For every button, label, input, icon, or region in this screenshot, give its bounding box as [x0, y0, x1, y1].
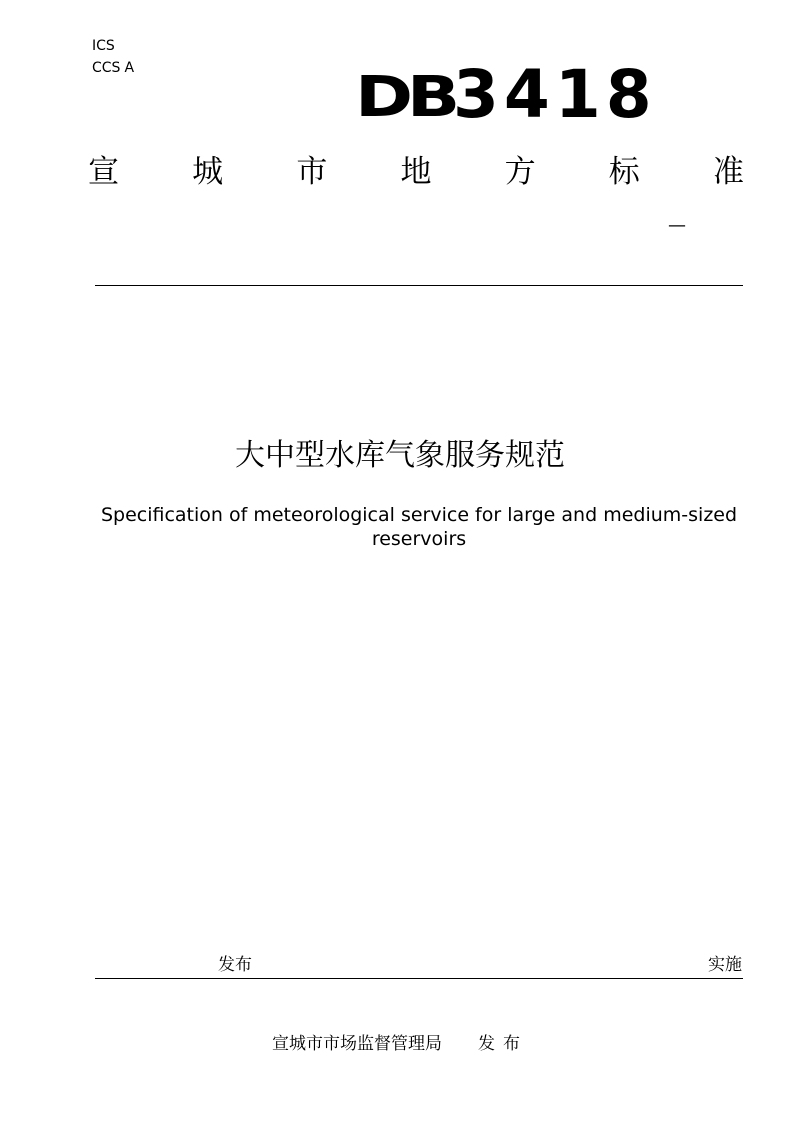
- document-title-en-line: reservoirs: [371, 528, 467, 550]
- standard-number-dash: —: [668, 215, 686, 236]
- standard-type-title: [88, 152, 744, 192]
- document-title-en-line: Specification of meteorological service for large and medium-sized: [100, 504, 738, 526]
- db-number: 3418: [453, 56, 657, 133]
- standard-type-char: 宣: [88, 154, 119, 190]
- standard-type-char: 准: [712, 154, 744, 190]
- ccs-label: CCS: [92, 60, 121, 76]
- standard-code: [355, 56, 657, 133]
- ics-label: ICS: [92, 38, 115, 54]
- document-title-cn: 大中型水库气象服务规范: [235, 438, 565, 473]
- effective-date-label: 实施: [708, 955, 742, 975]
- issuer-action: 发布: [478, 1034, 528, 1054]
- publish-date-label: 发布: [218, 955, 252, 975]
- standard-type-char: 地: [400, 154, 432, 190]
- standard-type-char: 市: [296, 154, 328, 190]
- footer-divider: [95, 978, 743, 979]
- db-prefix: DB: [355, 65, 454, 130]
- issuer-line: [0, 1033, 800, 1055]
- ccs-code: [92, 60, 134, 76]
- ics-code: [92, 38, 115, 54]
- standard-type-char: 城: [192, 154, 224, 190]
- standard-type-char: 方: [504, 154, 536, 190]
- ccs-class: A: [124, 60, 135, 76]
- header-divider: [95, 285, 743, 286]
- standard-type-char: 标: [608, 154, 640, 190]
- issuer-name: 宣城市市场监督管理局: [272, 1034, 442, 1054]
- document-title-en: [95, 503, 743, 551]
